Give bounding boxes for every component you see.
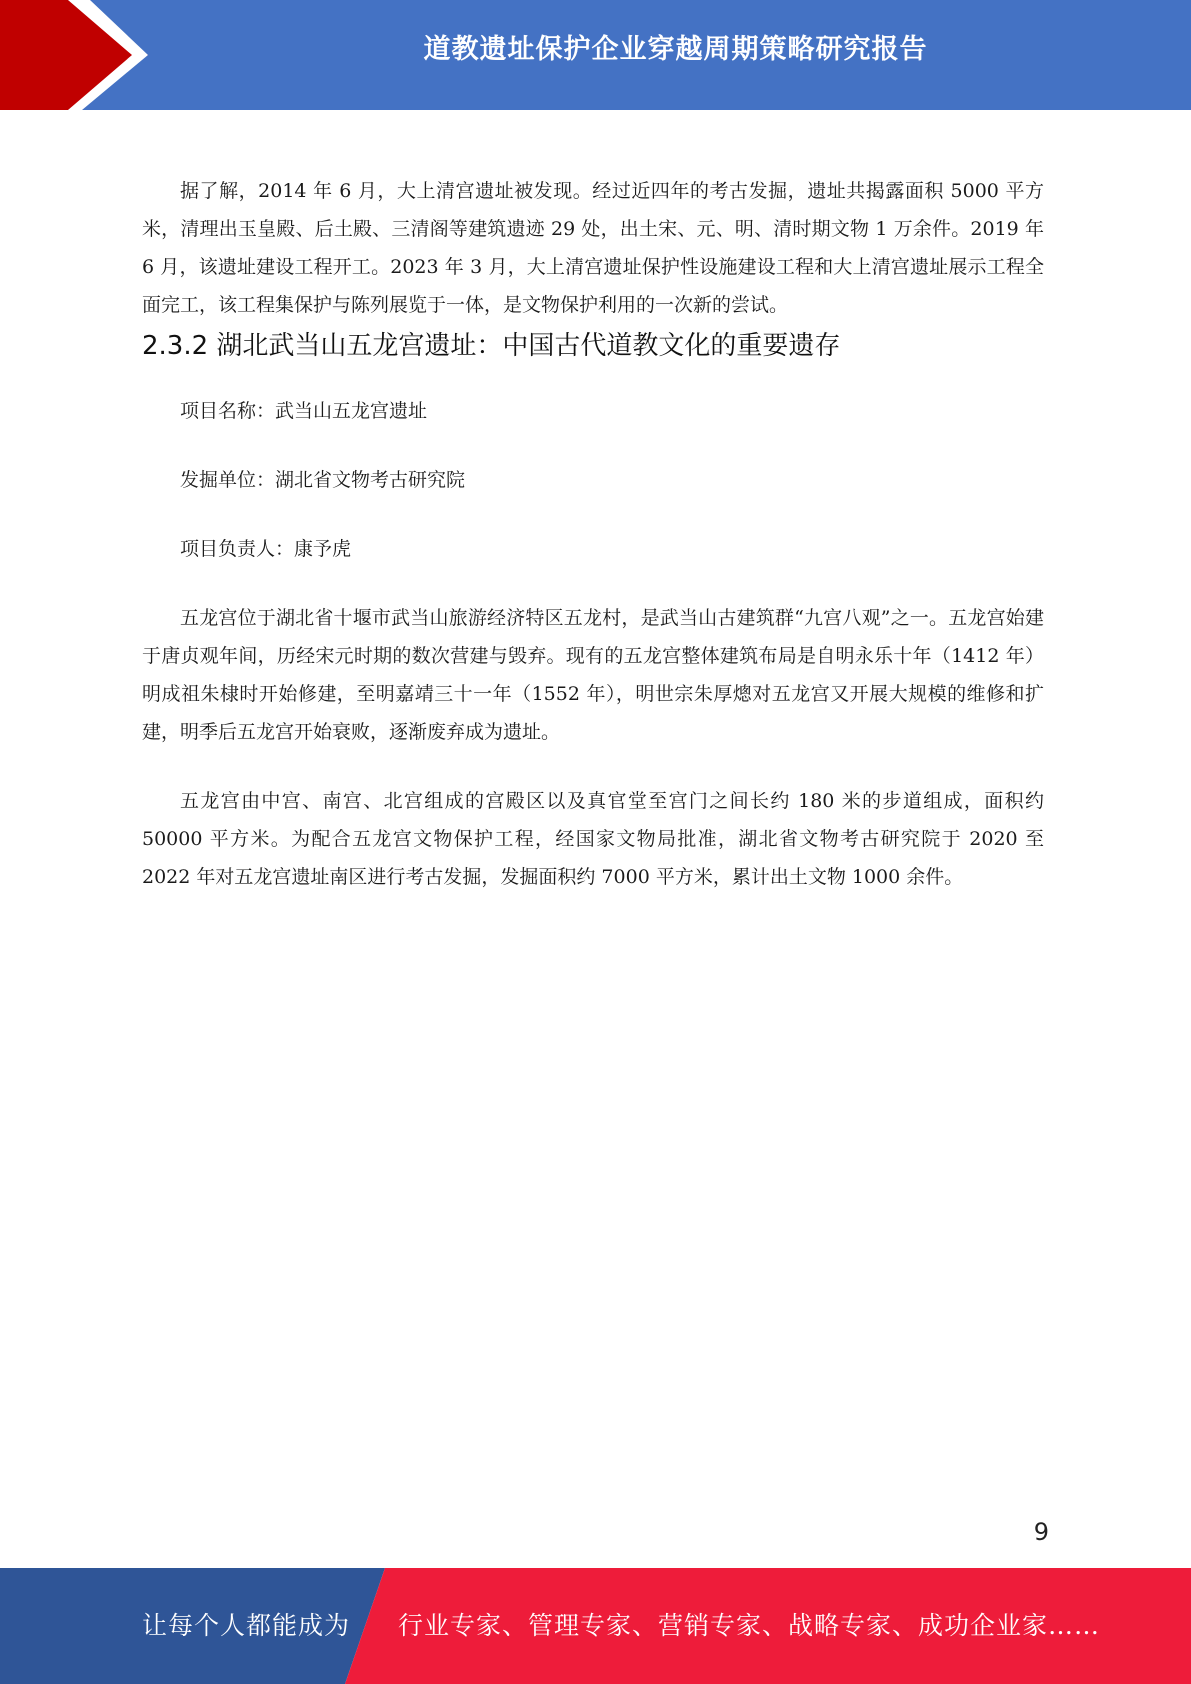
section-heading: 2.3.2 湖北武当山五龙宫遗址：中国古代道教文化的重要遗存 [142, 331, 841, 361]
excavation-paragraph: 五龙宫由中宫、南宫、北宫组成的宫殿区以及真官堂至宫门之间长约 180 米的步道组成，面积约 50000 平方米。为配合五龙宫文物保护工程，经国家文物局批准，湖北省文物考古研究院于 2020 至 2022 年对五龙宫遗址南区进行考古发掘，发掘面积约 7000 平方米，累计出土文物 1000 余件。 [142, 790, 1044, 888]
history-paragraph: 五龙宫位于湖北省十堰市武当山旅游经济特区五龙村，是武当山古建筑群“九宫八观”之一。五龙宫始建于唐贞观年间，历经宋元时期的数次营建与毁弃。现有的五龙宫整体建筑布局是自明永乐十年（1412 年）明成祖朱棣时开始修建，至明嘉靖三十一年（1552 年），明世宗朱厚熜对五龙宫又开展大规模的维修和扩建，明季后五龙宫开始衰败，逐渐废弃成为遗址。 [142, 607, 1044, 743]
intro-paragraph: 据了解，2014 年 6 月，大上清宫遗址被发现。经过近四年的考古发掘，遗址共揭露面积 5000 平方米，清理出玉皇殿、后土殿、三清阁等建筑遗迹 29 处，出土宋、元、明、清时期文物 1 万余件。2019 年 6 月，该遗址建设工程开工。2023 年 3 月，大上清宫遗址保护性设施建设工程和大上清宫遗址展示工程全面完工，该工程集保护与陈列展览于一体，是文物保护利用的一次新的尝试。 [142, 180, 1044, 316]
report-title: 道教遗址保护企业穿越周期策略研究报告 [423, 34, 928, 65]
project-leader: 项目负责人：康予虎 [180, 538, 352, 560]
page-footer [0, 1568, 1191, 1684]
page-number: 9 [1033, 1518, 1049, 1546]
footer-slogan-right: 行业专家、管理专家、营销专家、战略专家、成功企业家…… [398, 1611, 1101, 1640]
excavation-unit: 发掘单位：湖北省文物考古研究院 [180, 469, 466, 491]
paragraph-spacer [142, 751, 1044, 782]
header-arrow-decoration [0, 0, 160, 110]
project-name: 项目名称：武当山五龙宫遗址 [180, 400, 428, 422]
footer-slogan-left: 让每个人都能成为 [142, 1611, 351, 1640]
main-content [142, 172, 1044, 896]
page-header [0, 0, 1191, 110]
